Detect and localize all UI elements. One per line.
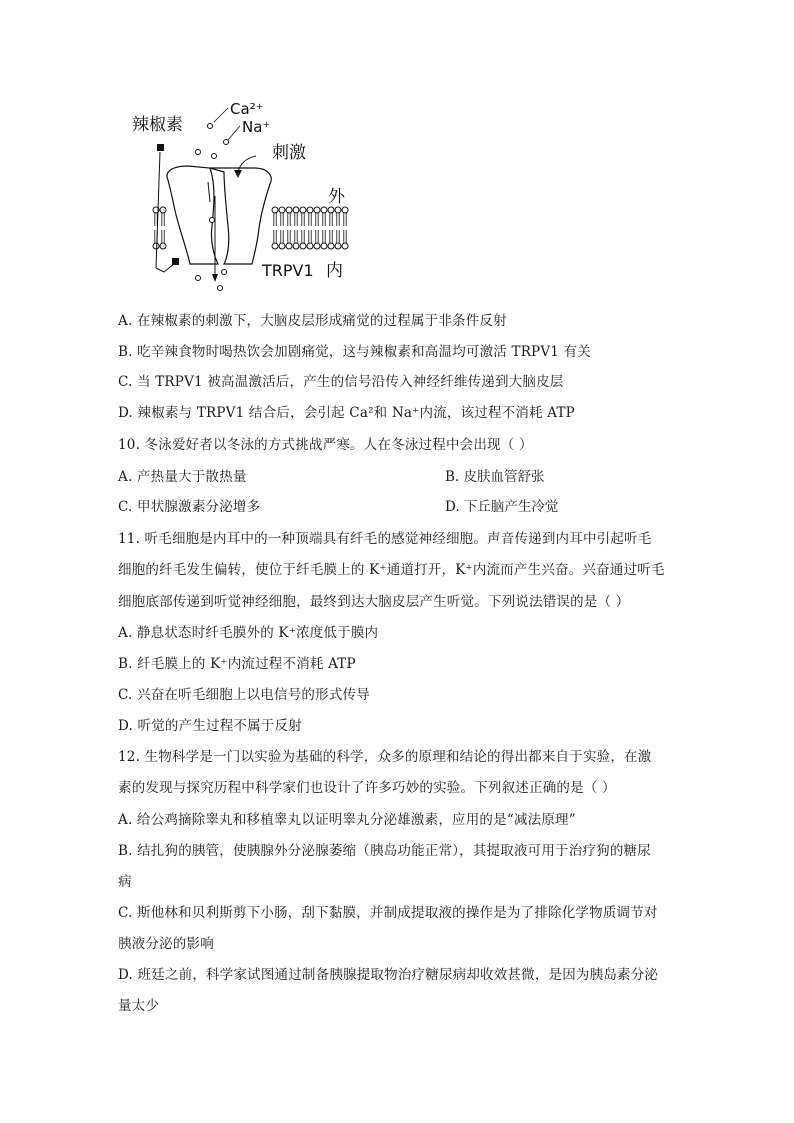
q11-option-b: B. 纤毛膜上的 K⁺内流过程不消耗 ATP [118,656,356,672]
q11-option-a: A. 静息状态时纤毛膜外的 K⁺浓度低于膜内 [118,625,379,641]
inside-label: 内 [326,261,343,281]
trpv1-channel [167,166,218,264]
q10-stem: 10. 冬泳爱好者以冬泳的方式挑战严寒。人在冬泳过程中会出现（ ） [118,437,533,453]
q12-stem-line2: 素的发现与探究历程中科学家们也设计了许多巧妙的实验。下列叙述正确的是（ ） [118,780,616,796]
capsaicin-label: 辣椒素 [132,115,183,135]
q11-option-c: C. 兴奋在听毛细胞上以电信号的形式传导 [118,687,370,703]
q10-option-b: B. 皮肤血管舒张 [445,469,545,485]
q9-option-c: C. 当 TRPV1 被高温激活后，产生的信号沿传入神经纤维传递到大脑皮层 [118,374,564,390]
q10-option-d: D. 下丘脑产生冷觉 [445,499,559,515]
q9-option-d: D. 辣椒素与 TRPV1 结合后，会引起 Ca²和 Na⁺内流，该过程不消耗 ATP [118,405,575,421]
q12-option-b-line1: B. 结扎狗的胰管，使胰腺外分泌腺萎缩（胰岛功能正常），其提取液可用于治疗狗的糖尿 [118,843,651,859]
q12-option-c-line2: 胰液分泌的影响 [118,936,214,952]
ca-label: Ca²⁺ [230,100,264,118]
ca-ion [208,124,213,129]
q11-stem-line2: 细胞的纤毛发生偏转，使位于纤毛膜上的 K⁺通道打开，K⁺内流而产生兴奋。兴奋通过听毛 [118,562,665,578]
q12-option-c-line1: C. 斯他林和贝利斯剪下小肠，刮下黏膜，并制成提取液的操作是为了排除化学物质调节对 [118,905,658,921]
q9-option-a: A. 在辣椒素的刺激下，大脑皮层形成痛觉的过程属于非条件反射 [118,313,507,329]
q10-option-c: C. 甲状腺激素分泌增多 [118,499,261,515]
trpv1-diagram [128,96,368,296]
q12-option-d-line1: D. 班廷之前，科学家试图通过制备胰腺提取物治疗糖尿病却收效甚微，是因为胰岛素分泌 [118,967,659,983]
q12-option-a: A. 给公鸡摘除睾丸和移植睾丸以证明睾丸分泌雄激素，应用的是“减法原理” [118,812,576,828]
q11-option-d: D. 听觉的产生过程不属于反射 [118,718,302,734]
outside-label: 外 [328,187,345,207]
stimulus-label: 刺激 [272,143,306,163]
q12-option-d-line2: 量太少 [118,998,160,1014]
q10-option-a: A. 产热量大于散热量 [118,469,247,485]
q11-stem-line3: 细胞底部传递到听觉神经细胞，最终到达大脑皮层产生听觉。下列说法错误的是（ ） [118,594,630,610]
na-label: Na⁺ [242,118,271,136]
q12-option-b-line2: 病 [118,874,132,890]
capsaicin-molecule [157,144,164,151]
ion-in-pore [210,218,215,223]
na-ion [224,140,229,145]
q9-option-b: B. 吃辛辣食物时喝热饮会加剧痛觉，这与辣椒素和高温均可激活 TRPV1 有关 [118,344,591,360]
q12-stem-line1: 12. 生物科学是一门以实验为基础的科学，众多的原理和结论的得出都来自于实验，在激 [118,749,652,765]
q11-stem-line1: 11. 听毛细胞是内耳中的一种顶端具有纤毛的感觉神经细胞。声音传递到内耳中引起听毛 [118,531,652,547]
channel-label: TRPV1 [262,261,314,280]
